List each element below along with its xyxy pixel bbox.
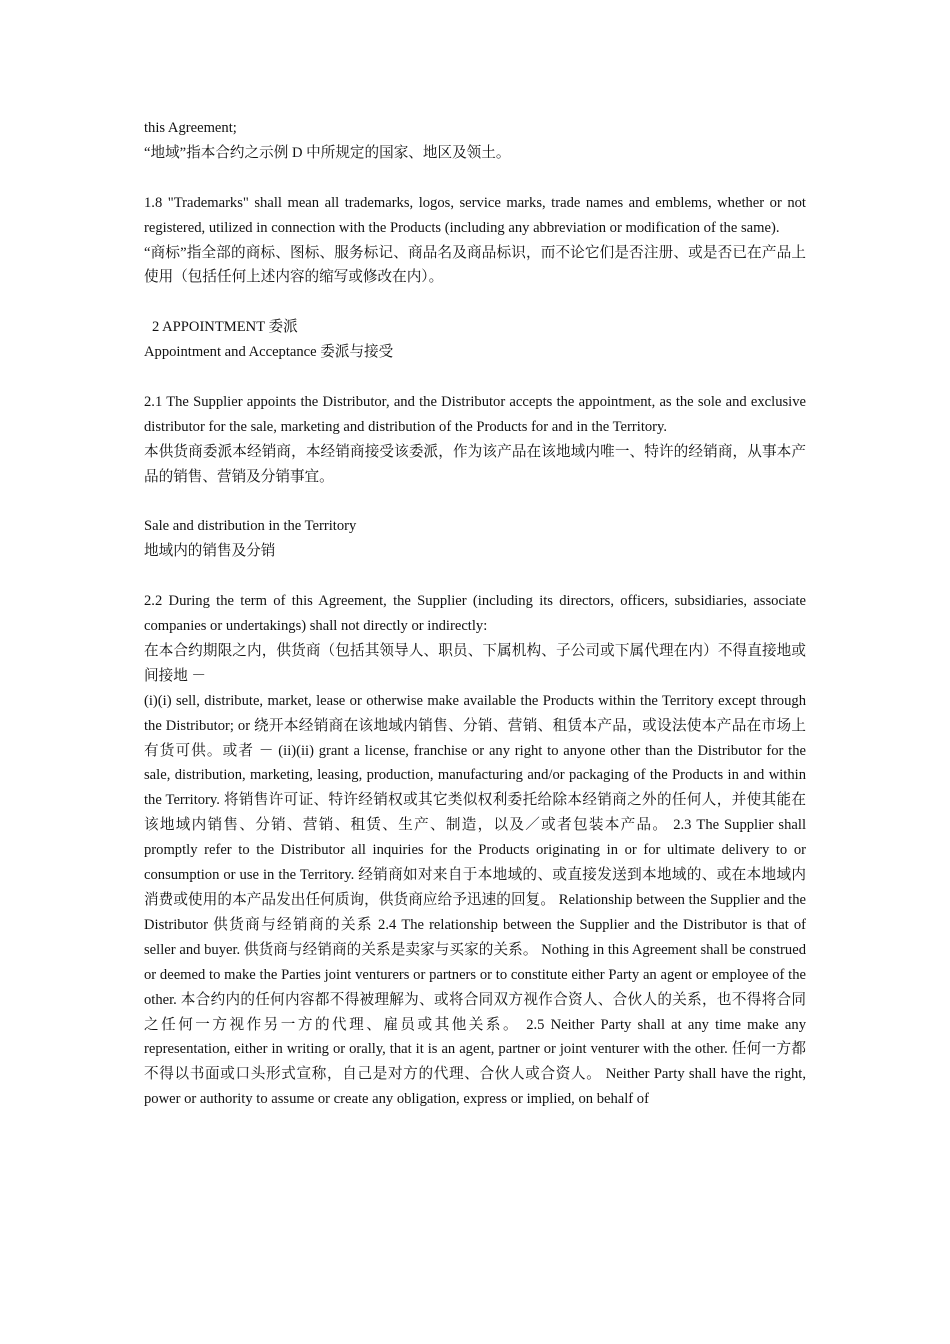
- section-heading-appointment: 2 APPOINTMENT 委派: [152, 319, 298, 336]
- section-2-1-english: 2.1 The Supplier appoints the Distributor, and the Distributor accepts the appointment, as the sole and exclusive distributor for the sale, marketing and distribution of the Products for and in the Territory.: [144, 393, 806, 435]
- text-line: “地域”指本合约之示例 D 中所规定的国家、地区及领土。: [144, 144, 511, 161]
- long-body-paragraph: (i)(i) sell, distribute, market, lease or otherwise make available the Products within the Territory except through the Distributor; or 绕开本经销商在该地域内销售、分销、营销、租赁本产品，或设法使本产品在市场上有货可供。或者 － (ii)(ii) grant a license, franchise or any right to anyone other than the Distributor for the sale, distribution, marketing, leasing, production, manufacturing and/or packaging of the Products in and within the Territory. 将销售许可证、特许经销权或其它类似权利委托给除本经销商之外的任何人，并使其能在该地域内销售、分销、营销、租赁、生产、制造，以及／或者包装本产品。 2.3 The Supplier shall promptly refer to the Distributor all inquiries for the Products originating in or for ultimate delivery to or consumption or use in the Territory. 经销商如对来自于本地域的、或直接发送到本地域的、或在本地域内消费或使用的本产品发出任何质询，供货商应给予迅速的回复。 Relationship between the Supplier and the Distributor 供货商与经销商的关系 2.4 The relationship between the Supplier and the Distributor is that of seller and buyer. 供货商与经销商的关系是卖家与买家的关系。 Nothing in this Agreement shall be construed or deemed to make the Parties joint venturers or partners or to constitute either Party an agent or employee of the other. 本合约内的任何内容都不得被理解为、或将合同双方视作合资人、合伙人的关系，也不得将合同之任何一方视作另一方的代理、雇员或其他关系。 2.5 Neither Party shall at any time make any representation, either in writing or orally, that it is an agent, partner or joint venturer with the other. 任何一方都不得以书面或口头形式宣称，自己是对方的代理、合伙人或合资人。 Neither Party shall have the right, power or authority to assume or create any obligation, express or implied, on behalf of: [144, 692, 806, 1108]
- section-2-2-chinese: 在本合约期限之内，供货商（包括其领导人、职员、下属机构、子公司或下属代理在内）不得直接地或间接地 －: [144, 642, 806, 684]
- paragraph-gap: [144, 166, 806, 191]
- subheading-appointment-acceptance: Appointment and Acceptance 委派与接受: [144, 344, 394, 361]
- subheading-sale-distribution-chinese: 地域内的销售及分销: [144, 543, 276, 560]
- document-page: [144, 116, 806, 1112]
- section-1-8-chinese: “商标”指全部的商标、图标、服务标记、商品名及商品标识，而不论它们是否注册、或是否已在产品上使用（包括任何上述内容的缩写或修改在内）。: [144, 244, 806, 286]
- section-2-1-chinese: 本供货商委派本经销商，本经销商接受该委派，作为该产品在该地域内唯一、特许的经销商，从事本产品的销售、营销及分销事宜。: [144, 443, 806, 485]
- section-2-2-english: 2.2 During the term of this Agreement, the Supplier (including its directors, officers, subsidiaries, associate companies or undertakings) shall not directly or indirectly:: [144, 593, 806, 635]
- paragraph-gap: [144, 490, 806, 515]
- text-line: this Agreement;: [144, 120, 237, 136]
- subheading-sale-distribution: Sale and distribution in the Territory: [144, 518, 357, 535]
- paragraph-gap: [144, 290, 806, 315]
- paragraph-gap: [144, 365, 806, 390]
- section-1-8-english: 1.8 "Trademarks" shall mean all trademarks, logos, service marks, trade names and emblems, whether or not registered, utilized in connection with the Products (including any abbreviation or modification of the same).: [144, 194, 806, 236]
- paragraph-gap: [144, 564, 806, 589]
